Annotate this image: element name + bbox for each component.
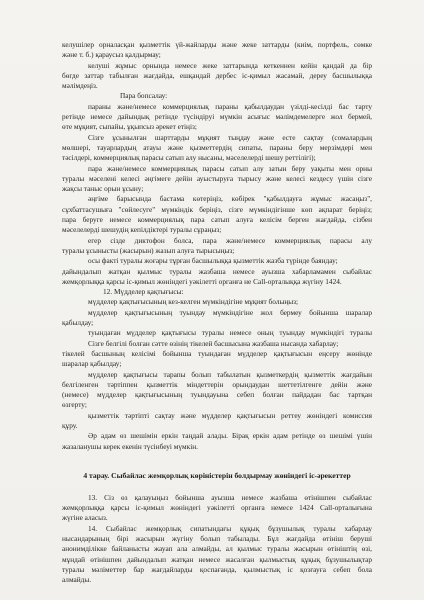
- text-line: туындаған мүдделер қақтығысы туралы немесе оның туындау мүмкіндігі туралы: [88, 328, 372, 338]
- text-line: пара беруге немесе коммерциялық пара сатып алуға келісім берген жағдайда, сізбен: [62, 215, 372, 225]
- text-line: параны және/немесе коммерциялық параны қабылдаудан үзілді-кесілді бас тарту: [88, 101, 372, 111]
- text-line: мүдделер қақтығысының туындау мүмкіндігіне жол бермеу бойынша шаралар: [88, 307, 372, 317]
- text-line: бөгде заттар табылған жағдайда, ешқандай дербес іс-қимыл жасамай, дереу басшылыққа: [62, 70, 372, 80]
- text-line: Сізге белгілі болған сәтте өзінің тікелей басшысына жазбаша нысанда хабарлау;: [88, 338, 339, 348]
- text-line: өте мұқият, сыпайы, ұқыпсыз әрекет етіңіз;: [62, 122, 197, 132]
- text-line: пара және/немесе коммерциялық парасы сатып алу затын беру уақыты мен орны: [88, 163, 372, 173]
- text-line: мәлімдеңіз.: [62, 81, 98, 91]
- text-line: тәсілдері, коммерциялық парасы сатып алу нысаны, мәселелерді шешу реттілігі);: [62, 153, 316, 163]
- text-line: шаралар қабылдау;: [62, 359, 122, 369]
- text-line: (немесе) мүдделер қақтығысының туындауына себеп болған пайдадан бас тартқан: [62, 390, 372, 400]
- text-line: жақсы таныс орын ұсыну;: [62, 184, 144, 194]
- paragraph: [62, 308, 372, 329]
- paragraph: [62, 194, 372, 235]
- text-line: ретінде немесе дайындық ретінде түсіндіруі мүмкін асығыс мәлімдемелерге жол бермей,: [62, 112, 372, 122]
- text-line: мүдделер қақтығысының кез-келген мүмкіндігіне мұқият болыңыз;: [88, 297, 299, 307]
- text-line: қабылдау;: [62, 318, 94, 328]
- text-line: жазаланушы керек екенін түсінбеуі мүмкін.: [62, 441, 198, 451]
- text-line: нысандарының бірі жасырын жүгіну болып табылады. Бұл жағдайда өтініш беруші: [62, 534, 372, 544]
- paragraph: [62, 61, 372, 92]
- paragraph: [62, 411, 372, 432]
- paragraph: [62, 493, 372, 524]
- text-line: алмайды.: [62, 575, 92, 585]
- paragraph: [62, 133, 372, 164]
- text-line: 14. Сыбайлас жемқорлық сипатындағы құқық бұзушылық туралы хабарлау: [88, 523, 372, 533]
- text-line: өзгерту;: [62, 400, 87, 410]
- subsection-title: [62, 91, 372, 101]
- text-line: 13. Сіз өз қалауыңыз бойынша ауызша немесе жазбаша өтінішпен сыбайлас: [88, 492, 372, 502]
- text-line: әңгіме барысында бастама көтеріңіз, көбірек "қабылдауға жұмыс жасаңыз",: [88, 194, 372, 204]
- paragraph: [62, 256, 372, 287]
- paragraph: [62, 328, 372, 369]
- clause-title: [62, 287, 372, 297]
- text-line: белгіленген тәртіппен қызметтік міндеттерін орындаудан шеттетілгенге дейін және: [62, 379, 372, 389]
- text-line: жемқорлыққа қарсы іс-қимыл жөніндегі уәкілетті органға немесе 1424 Call-орталығына: [62, 503, 372, 513]
- text-line: жүгіне аласыз.: [62, 513, 108, 523]
- paragraph: [62, 164, 372, 195]
- text-line: Әр адам өз шешімін еркін таңдай алады. Бірақ еркін адам ретінде өз шешімі үшін: [88, 431, 372, 441]
- text-line: келушілер орналасқан қызметтік үй-жайларды және жеке заттарды (киім, портфель, сөмке: [62, 40, 372, 49]
- text-line: құру.: [62, 420, 78, 430]
- paragraph: [62, 236, 372, 257]
- text-line: Сізге ұсынылған шарттарды мұқият тыңдау және есте сақтау (сомалардың: [88, 132, 372, 142]
- text-line: анонимділікке байланысты жауап ала алмайды, ал қылмыс туралы жасырын өтініштің өзі,: [62, 544, 372, 554]
- paragraph: [62, 524, 372, 586]
- text-line: келуші жұмыс орнында немесе жеке заттарында кеткеннен кейін қандай да бір: [88, 60, 372, 70]
- paragraph: [62, 40, 372, 61]
- text-line: мәселелерді шешудің кепілдіктері туралы сұраңыз;: [62, 225, 222, 235]
- text-line: туралы мәліметтер бар жағдайларды қоспағанда, қылмыстық іс қозғауға себеп бола: [62, 564, 372, 574]
- text-line: жемқорлыққа қарсы іс-қимыл жөніндегі уәкілетті органға не Call-орталыққа жүгіну 1424.: [62, 276, 342, 286]
- text-line: дайындалып жатқан қылмыс туралы жазбаша немесе ауызша хабарламамен сыбайлас: [62, 266, 372, 276]
- text-line: мүдделер қақтығысы тарапы болып табылатын қызметкердің қызметтік жағдайын: [88, 369, 372, 379]
- text-line: осы факті туралы жоғары тұрған басшылыққа қызметтік жазба түрінде баяндау;: [88, 256, 338, 266]
- text-line: мұндай өтінішпен дайындалып жатқан немесе жасалған қылмыстық құқық бұзушылықтар: [62, 554, 372, 564]
- paragraph: [62, 431, 372, 452]
- paragraph: [62, 297, 372, 307]
- text-line: туралы мәселені келесі әңгімеге дейін ауыстыруға тырысу және келесі кездесу үшін сізге: [62, 173, 372, 183]
- text-line: мөлшері, тауарлардың атауы және қызметтердің сипаты, параны беру мерзімдері мен: [62, 142, 372, 152]
- text-line: 12. Мүдделер қақтығысы:: [103, 287, 184, 297]
- paragraph: [62, 370, 372, 411]
- text-line: Пара бопсалау:: [120, 91, 168, 101]
- text-line: және т. б.) қараусыз қалдырмау;: [62, 50, 161, 60]
- text-line: туралы ұсынысты (жасырын) жазып алуға тырысыңыз;: [62, 245, 235, 255]
- paragraph: [62, 102, 372, 133]
- chapter-heading: 4 тарау. Сыбайлас жемқорлық көріністерін болдырмау жөніндегі іс-әрекеттер: [83, 470, 351, 480]
- text-line: тікелей басшының келісімі бойынша туындаған мүдделер қақтығысын еңсеру жөнінде: [62, 348, 372, 358]
- text-line: сұхбаттасушыға "сөйлесуге" мүмкіндік беріңіз, сізге мүмкіндігінше көп ақпарат беріңіз;: [62, 204, 372, 214]
- text-line: қызметтік тәртіпті сақтау және мүдделер қақтығысын реттеу жөніндегі комиссия: [88, 410, 372, 420]
- text-line: егер сізде диктофон болса, пара және/немесе коммерциялық парасы алу: [88, 235, 372, 245]
